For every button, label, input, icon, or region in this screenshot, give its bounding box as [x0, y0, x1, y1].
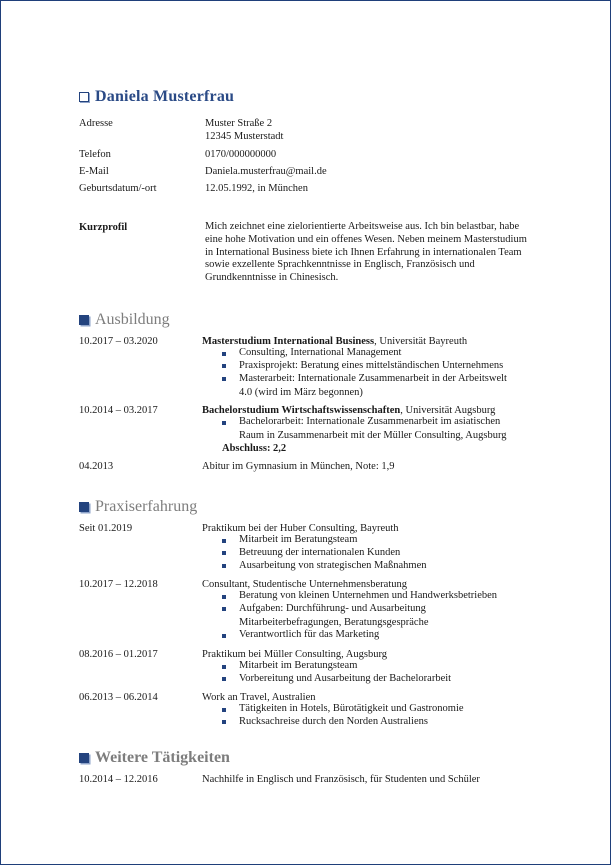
experience-bullets	[222, 534, 427, 572]
address-line2: 12345 Musterstadt	[205, 131, 284, 142]
list-item: Consulting, International Management	[222, 347, 507, 360]
education-institution: , Universität Bayreuth	[374, 336, 468, 347]
education-bullet-continuation: 4.0 (wird im März begonnen)	[239, 387, 363, 398]
phone-value: 0170/000000000	[205, 149, 277, 160]
list-item: Beratung von kleinen Unternehmen und Handwerksbetrieben	[222, 590, 497, 603]
education-bullets	[222, 416, 500, 429]
experience-date: Seit 01.2019	[79, 523, 133, 534]
experience-bullets	[222, 590, 497, 616]
list-item: Verantwortlich für das Marketing	[222, 629, 379, 642]
section-title: Praxiserfahrung	[95, 498, 198, 515]
section-other-heading	[79, 749, 230, 767]
profile-label: Kurzprofil	[79, 222, 128, 233]
experience-date: 08.2016 – 01.2017	[79, 649, 158, 660]
list-item: Ausarbeitung von strategischen Maßnahmen	[222, 560, 427, 573]
checkbox-square-icon	[79, 502, 89, 512]
experience-title: Praktikum bei Müller Consulting, Augsburg	[202, 649, 388, 660]
list-item: Mitarbeit im Beratungsteam	[222, 534, 427, 547]
list-item: Praxisprojekt: Beratung eines mittelständischen Unternehmens	[222, 360, 507, 373]
experience-title: Praktikum bei der Huber Consulting, Bayreuth	[202, 523, 399, 534]
birth-value: 12.05.1992, in München	[205, 183, 308, 194]
education-grade: Abschluss: 2,2	[222, 443, 287, 454]
list-item: Tätigkeiten in Hotels, Bürotätigkeit und Gastronomie	[222, 703, 464, 716]
other-title: Nachhilfe in Englisch und Französisch, für Studenten und Schüler	[202, 774, 480, 785]
email-value: Daniela.musterfrau@mail.de	[205, 166, 327, 177]
other-date: 10.2014 – 12.2016	[79, 774, 158, 785]
experience-title: Consultant, Studentische Unternehmensberatung	[202, 579, 408, 590]
education-date: 04.2013	[79, 461, 114, 472]
experience-date: 10.2017 – 12.2018	[79, 579, 158, 590]
list-item: Bachelorarbeit: Internationale Zusammenarbeit im asiatischen	[222, 416, 500, 429]
experience-bullets	[222, 660, 451, 686]
education-institution: , Universität Augsburg	[400, 405, 496, 416]
address-label: Adresse	[79, 118, 113, 129]
list-item: Rucksachreise durch den Norden Australiens	[222, 716, 464, 729]
experience-bullets	[222, 703, 464, 729]
education-bullet-continuation: Raum in Zusammenarbeit mit der Müller Consulting, Augsburg	[239, 430, 507, 441]
phone-label: Telefon	[79, 149, 111, 160]
section-title: Ausbildung	[95, 311, 170, 328]
checkbox-square-icon	[79, 92, 89, 102]
checkbox-square-icon	[79, 315, 89, 325]
birth-label: Geburtsdatum/-ort	[79, 183, 157, 194]
experience-bullet-continuation: Mitarbeiterbefragungen, Beratungsgespräche	[239, 617, 429, 628]
list-item: Betreuung der internationalen Kunden	[222, 547, 427, 560]
education-date: 10.2017 – 03.2020	[79, 336, 158, 347]
email-label: E-Mail	[79, 166, 109, 177]
experience-bullets	[222, 629, 379, 642]
list-item: Mitarbeit im Beratungsteam	[222, 660, 451, 673]
section-experience-heading	[79, 498, 197, 516]
list-item: Vorbereitung und Ausarbeitung der Bachelorarbeit	[222, 673, 451, 686]
education-degree: Bachelorstudium Wirtschaftswissenschaften	[202, 405, 401, 416]
experience-date: 06.2013 – 06.2014	[79, 692, 158, 703]
address-line1: Muster Straße 2	[205, 118, 273, 129]
education-degree: Masterstudium International Business	[202, 336, 375, 347]
experience-title: Work an Travel, Australien	[202, 692, 316, 703]
education-title: Abitur im Gymnasium in München, Note: 1,9	[202, 461, 395, 472]
checkbox-square-icon	[79, 753, 89, 763]
section-education-heading	[79, 311, 170, 329]
person-name: Daniela Musterfrau	[95, 88, 235, 105]
education-date: 10.2014 – 03.2017	[79, 405, 158, 416]
profile-text: Mich zeichnet eine zielorientierte Arbeitsweise aus. Ich bin belastbar, habe eine hohe Motivation und ein offenes Wesen. Neben meinem Masterstudium in International Business biete ich Ihnen Erfahrung in internationalen Team sowie exzellente Sprachkenntnisse in Englisch, Französisch und Grundkenntnisse in Chinesisch.	[205, 221, 527, 284]
section-title: Weitere Tätigkeiten	[95, 749, 230, 766]
list-item: Aufgaben: Durchführung- und Ausarbeitung	[222, 603, 497, 616]
education-bullets	[222, 347, 507, 385]
name-header	[79, 88, 234, 106]
list-item: Masterarbeit: Internationale Zusammenarbeit in der Arbeitswelt	[222, 373, 507, 386]
